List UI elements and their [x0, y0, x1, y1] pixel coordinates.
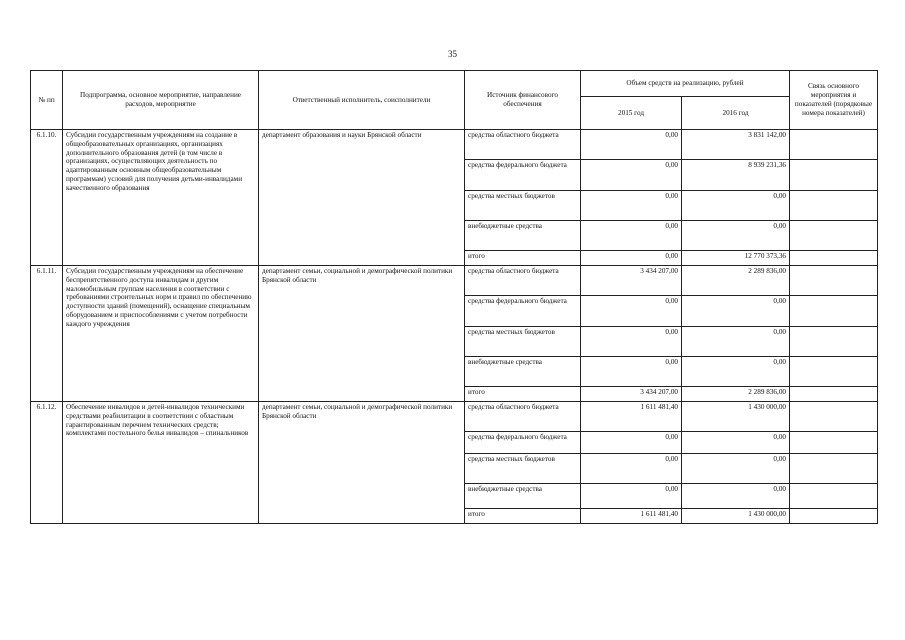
- indicator-link-cell: [790, 160, 878, 191]
- item-code: 6.1.12.: [31, 402, 63, 524]
- amount-y2016: 0,00: [682, 484, 790, 509]
- amount-y2015: 0,00: [581, 327, 682, 357]
- item-name: Субсидии государственным учреждениям на создание в общеобразовательных организациях, организациях дополнительного образования детей (в том числе в организациях, осуществляющих деятельность по адаптированным основным общеобразовательным программам) условий для получения детьми-инвалидами качественного образования: [63, 130, 259, 266]
- funding-source: средства местных бюджетов: [465, 327, 581, 357]
- amount-y2016: 0,00: [682, 296, 790, 327]
- amount-y2015: 3 434 207,00: [581, 387, 682, 402]
- indicator-link-cell: [790, 402, 878, 432]
- indicator-link-cell: [790, 387, 878, 402]
- amount-y2016: 0,00: [682, 357, 790, 387]
- indicator-link-cell: [790, 432, 878, 454]
- item-name: Обеспечение инвалидов и детей-инвалидов техническими средствами реабилитации в соответствии с областным гарантированным перечнем технических средств; комплектами постельного белья инвалидов – спинальников: [63, 402, 259, 524]
- header-volume: Объем средств на реализацию, рублей: [581, 71, 790, 97]
- amount-y2015: 0,00: [581, 251, 682, 266]
- amount-y2016: 1 430 000,00: [682, 509, 790, 524]
- funding-source: средства местных бюджетов: [465, 454, 581, 484]
- amount-y2016: 12 770 373,36: [682, 251, 790, 266]
- indicator-link-cell: [790, 454, 878, 484]
- item-executor: департамент образования и науки Брянской области: [259, 130, 465, 266]
- amount-y2015: 0,00: [581, 432, 682, 454]
- amount-y2016: 2 289 836,00: [682, 266, 790, 296]
- funding-source: внебюджетные средства: [465, 221, 581, 251]
- item-name: Субсидии государственным учреждениям на обеспечение беспрепятственного доступа инвалидам и другим маломобильным группам населения в соответствии с требованиями строительных норм и правил по обеспечению доступности зданий (помещений), оснащение специальным оборудованием и приспособлениями с учетом потребности каждого учреждения: [63, 266, 259, 402]
- header-num: № пп: [31, 71, 63, 130]
- table-row: [31, 402, 878, 432]
- amount-y2015: 3 434 207,00: [581, 266, 682, 296]
- amount-y2016: 0,00: [682, 454, 790, 484]
- indicator-link-cell: [790, 484, 878, 509]
- header-program: Подпрограмма, основное мероприятие, направление расходов, мероприятие: [63, 71, 259, 130]
- funding-source: средства федерального бюджета: [465, 160, 581, 191]
- header-year-2015: 2015 год: [581, 97, 682, 130]
- amount-y2016: 3 831 142,00: [682, 130, 790, 160]
- indicator-link-cell: [790, 191, 878, 221]
- header-executor: Ответственный исполнитель, соисполнители: [259, 71, 465, 130]
- table-row: [31, 266, 878, 296]
- indicator-link-cell: [790, 296, 878, 327]
- funding-source: итого: [465, 251, 581, 266]
- funding-source: внебюджетные средства: [465, 484, 581, 509]
- amount-y2015: 0,00: [581, 160, 682, 191]
- item-executor: департамент семьи, социальной и демографической политики Брянской области: [259, 266, 465, 402]
- funding-source: итого: [465, 509, 581, 524]
- funding-source: средства местных бюджетов: [465, 191, 581, 221]
- indicator-link-cell: [790, 251, 878, 266]
- item-code: 6.1.11.: [31, 266, 63, 402]
- amount-y2015: 1 611 481,40: [581, 509, 682, 524]
- amount-y2015: 0,00: [581, 221, 682, 251]
- amount-y2015: 0,00: [581, 484, 682, 509]
- header-year-2016: 2016 год: [682, 97, 790, 130]
- amount-y2015: 0,00: [581, 454, 682, 484]
- header-source: Источник финансового обеспечения: [465, 71, 581, 130]
- funding-source: средства областного бюджета: [465, 266, 581, 296]
- amount-y2016: 1 430 000,00: [682, 402, 790, 432]
- amount-y2016: 0,00: [682, 191, 790, 221]
- amount-y2015: 0,00: [581, 191, 682, 221]
- funding-source: средства федерального бюджета: [465, 432, 581, 454]
- indicator-link-cell: [790, 357, 878, 387]
- amount-y2016: 0,00: [682, 432, 790, 454]
- indicator-link-cell: [790, 509, 878, 524]
- item-code: 6.1.10.: [31, 130, 63, 266]
- amount-y2015: 1 611 481,40: [581, 402, 682, 432]
- funding-source: средства областного бюджета: [465, 130, 581, 160]
- indicator-link-cell: [790, 266, 878, 296]
- page-number: 35: [448, 49, 457, 59]
- indicator-link-cell: [790, 130, 878, 160]
- table-body: [31, 130, 878, 524]
- funding-source: внебюджетные средства: [465, 357, 581, 387]
- funding-source: средства областного бюджета: [465, 402, 581, 432]
- amount-y2016: 0,00: [682, 221, 790, 251]
- amount-y2016: 2 289 836,00: [682, 387, 790, 402]
- amount-y2015: 0,00: [581, 357, 682, 387]
- indicator-link-cell: [790, 327, 878, 357]
- budget-table: [30, 70, 878, 524]
- amount-y2016: 8 939 231,36: [682, 160, 790, 191]
- funding-source: средства федерального бюджета: [465, 296, 581, 327]
- amount-y2016: 0,00: [682, 327, 790, 357]
- indicator-link-cell: [790, 221, 878, 251]
- table-row: [31, 130, 878, 160]
- item-executor: департамент семьи, социальной и демографической политики Брянской области: [259, 402, 465, 524]
- funding-source: итого: [465, 387, 581, 402]
- header-link: Связь основного мероприятия и показателей (порядковые номера показателей): [790, 71, 878, 130]
- amount-y2015: 0,00: [581, 296, 682, 327]
- amount-y2015: 0,00: [581, 130, 682, 160]
